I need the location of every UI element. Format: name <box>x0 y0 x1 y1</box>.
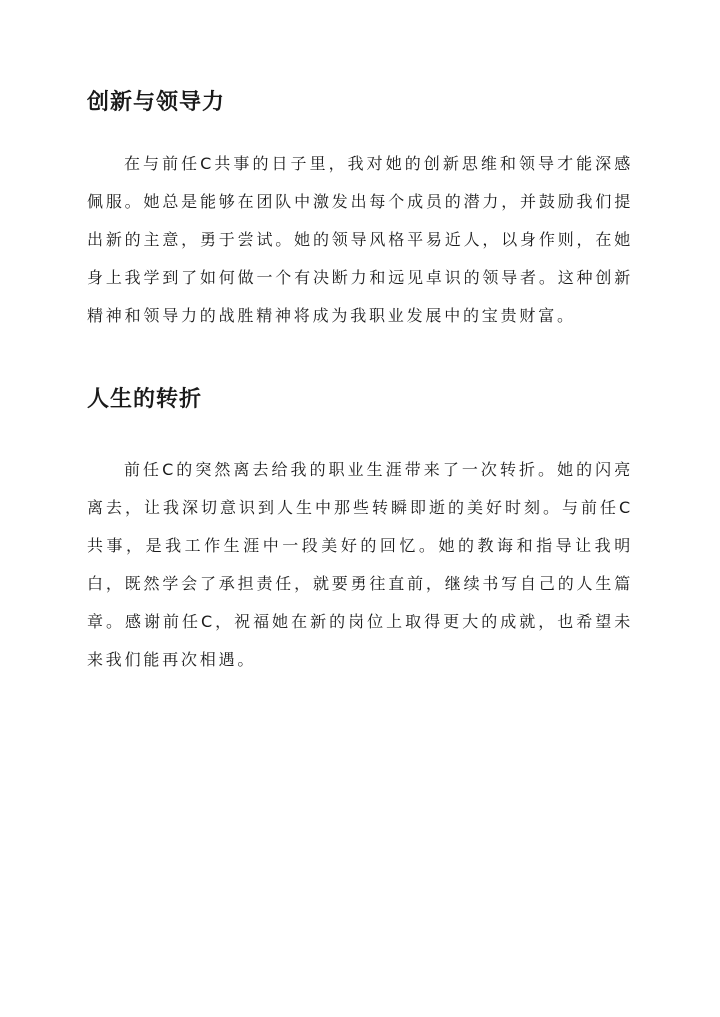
section-heading-life-turning-point: 人生的转折 <box>87 387 203 412</box>
section-paragraph-innovation-leadership: 在与前任C共事的日子里，我对她的创新思维和领导才能深感佩服。她总是能够在团队中激发出每个成员的潜力，并鼓励我们提出新的主意，勇于尝试。她的领导风格平易近人，以身作则，在她身上我学到了如何做一个有决断力和远见卓识的领导者。这种创新精神和领导力的战胜精神将成为我职业发展中的宝贵财富。 <box>87 154 633 325</box>
section-heading-innovation-leadership: 创新与领导力 <box>87 90 226 115</box>
section-paragraph-life-turning-point: 前任C的突然离去给我的职业生涯带来了一次转折。她的闪亮离去，让我深切意识到人生中那些转瞬即逝的美好时刻。与前任C共事，是我工作生涯中一段美好的回忆。她的教诲和指导让我明白，既然学会了承担责任，就要勇往直前，继续书写自己的人生篇章。感谢前任C，祝福她在新的岗位上取得更大的成就，也希望未来我们能再次相遇。 <box>87 460 633 669</box>
